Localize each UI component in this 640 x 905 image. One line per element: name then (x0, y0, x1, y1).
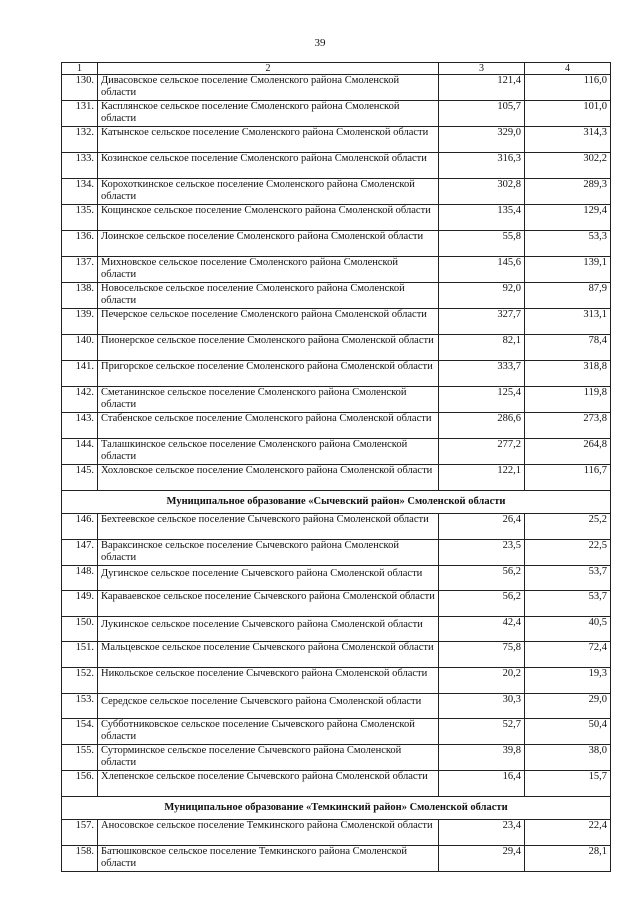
settlement-name: Никольское сельское поселение Сычевского района Смоленской области (98, 668, 439, 694)
value-col3: 30,3 (439, 694, 525, 719)
row-number: 154. (62, 719, 98, 745)
settlement-name: Бехтеевское сельское поселение Сычевского района Смоленской области (98, 514, 439, 540)
value-col4: 53,7 (525, 591, 611, 617)
settlement-name: Дугинское сельское поселение Сычевского района Смоленской области (98, 566, 439, 591)
table-row (62, 591, 611, 617)
settlement-name: Дивасовское сельское поселение Смоленского района Смоленской области (98, 75, 439, 101)
table-row (62, 642, 611, 668)
settlement-name: Караваевское сельское поселение Сычевского района Смоленской области (98, 591, 439, 617)
value-col3: 23,5 (439, 540, 525, 566)
settlement-name: Михновское сельское поселение Смоленского района Смоленской области (98, 257, 439, 283)
settlement-name: Хохловское сельское поселение Смоленского района Смоленской области (98, 465, 439, 491)
value-col3: 105,7 (439, 101, 525, 127)
settlement-name: Вараксинское сельское поселение Сычевского района Смоленской области (98, 540, 439, 566)
table-row (62, 361, 611, 387)
section-header-row (62, 491, 611, 514)
row-number: 141. (62, 361, 98, 387)
value-col3: 122,1 (439, 465, 525, 491)
settlement-name: Середское сельское поселение Сычевского района Смоленской области (98, 694, 439, 719)
section-header-row (62, 797, 611, 820)
table-row (62, 309, 611, 335)
value-col4: 25,2 (525, 514, 611, 540)
column-header-2: 2 (98, 63, 439, 75)
value-col3: 92,0 (439, 283, 525, 309)
value-col3: 75,8 (439, 642, 525, 668)
value-col4: 318,8 (525, 361, 611, 387)
table-row (62, 846, 611, 872)
value-col3: 39,8 (439, 745, 525, 771)
row-number: 152. (62, 668, 98, 694)
table-row (62, 617, 611, 642)
value-col3: 26,4 (439, 514, 525, 540)
value-col3: 333,7 (439, 361, 525, 387)
table-row (62, 719, 611, 745)
value-col4: 50,4 (525, 719, 611, 745)
row-number: 146. (62, 514, 98, 540)
table-row (62, 771, 611, 797)
table-row (62, 127, 611, 153)
settlement-name: Печерское сельское поселение Смоленского района Смоленской области (98, 309, 439, 335)
row-number: 139. (62, 309, 98, 335)
row-number: 149. (62, 591, 98, 617)
table-row (62, 668, 611, 694)
table-row (62, 335, 611, 361)
row-number: 131. (62, 101, 98, 127)
value-col4: 28,1 (525, 846, 611, 872)
value-col4: 72,4 (525, 642, 611, 668)
value-col3: 135,4 (439, 205, 525, 231)
value-col4: 264,8 (525, 439, 611, 465)
value-col3: 329,0 (439, 127, 525, 153)
settlement-name: Козинское сельское поселение Смоленского района Смоленской области (98, 153, 439, 179)
settlement-name: Касплянское сельское поселение Смоленского района Смоленской области (98, 101, 439, 127)
value-col3: 29,4 (439, 846, 525, 872)
value-col3: 23,4 (439, 820, 525, 846)
row-number: 144. (62, 439, 98, 465)
row-number: 151. (62, 642, 98, 668)
value-col4: 119,8 (525, 387, 611, 413)
allocation-table (61, 62, 611, 872)
row-number: 135. (62, 205, 98, 231)
row-number: 143. (62, 413, 98, 439)
value-col4: 53,3 (525, 231, 611, 257)
value-col4: 116,7 (525, 465, 611, 491)
table-row (62, 745, 611, 771)
value-col4: 129,4 (525, 205, 611, 231)
value-col3: 42,4 (439, 617, 525, 642)
row-number: 147. (62, 540, 98, 566)
table-row (62, 205, 611, 231)
table-row (62, 820, 611, 846)
value-col4: 38,0 (525, 745, 611, 771)
table-row (62, 439, 611, 465)
row-number: 130. (62, 75, 98, 101)
table-row (62, 413, 611, 439)
row-number: 148. (62, 566, 98, 591)
table-row (62, 694, 611, 719)
value-col3: 145,6 (439, 257, 525, 283)
value-col4: 116,0 (525, 75, 611, 101)
settlement-name: Мальцевское сельское поселение Сычевского района Смоленской области (98, 642, 439, 668)
value-col3: 125,4 (439, 387, 525, 413)
row-number: 138. (62, 283, 98, 309)
table-row (62, 387, 611, 413)
value-col3: 302,8 (439, 179, 525, 205)
settlement-name: Субботниковское сельское поселение Сычевского района Смоленской области (98, 719, 439, 745)
settlement-name: Аносовское сельское поселение Темкинского района Смоленской области (98, 820, 439, 846)
settlement-name: Пригорское сельское поселение Смоленского района Смоленской области (98, 361, 439, 387)
value-col4: 139,1 (525, 257, 611, 283)
settlement-name: Лоинское сельское поселение Смоленского района Смоленской области (98, 231, 439, 257)
settlement-name: Сметанинское сельское поселение Смоленского района Смоленской области (98, 387, 439, 413)
table-row (62, 179, 611, 205)
value-col3: 55,8 (439, 231, 525, 257)
row-number: 136. (62, 231, 98, 257)
value-col4: 22,4 (525, 820, 611, 846)
value-col4: 289,3 (525, 179, 611, 205)
table-row (62, 283, 611, 309)
row-number: 133. (62, 153, 98, 179)
settlement-name: Суторминское сельское поселение Сычевского района Смоленской области (98, 745, 439, 771)
value-col4: 19,3 (525, 668, 611, 694)
row-number: 153. (62, 694, 98, 719)
row-number: 156. (62, 771, 98, 797)
section-title: Муниципальное образование «Сычевский район» Смоленской области (62, 491, 611, 514)
column-header-1: 1 (62, 63, 98, 75)
value-col4: 78,4 (525, 335, 611, 361)
table-row (62, 540, 611, 566)
row-number: 145. (62, 465, 98, 491)
settlement-name: Кощинское сельское поселение Смоленского района Смоленской области (98, 205, 439, 231)
row-number: 158. (62, 846, 98, 872)
settlement-name: Пионерское сельское поселение Смоленского района Смоленской области (98, 335, 439, 361)
settlement-name: Катынское сельское поселение Смоленского района Смоленской области (98, 127, 439, 153)
table-row (62, 231, 611, 257)
row-number: 140. (62, 335, 98, 361)
row-number: 137. (62, 257, 98, 283)
value-col4: 40,5 (525, 617, 611, 642)
settlement-name: Стабенское сельское поселение Смоленского района Смоленской области (98, 413, 439, 439)
row-number: 157. (62, 820, 98, 846)
value-col4: 22,5 (525, 540, 611, 566)
value-col3: 121,4 (439, 75, 525, 101)
section-title: Муниципальное образование «Темкинский район» Смоленской области (62, 797, 611, 820)
value-col4: 313,1 (525, 309, 611, 335)
settlement-name: Талашкинское сельское поселение Смоленского района Смоленской области (98, 439, 439, 465)
settlement-name: Корохоткинское сельское поселение Смоленского района Смоленской области (98, 179, 439, 205)
value-col3: 56,2 (439, 591, 525, 617)
value-col3: 16,4 (439, 771, 525, 797)
value-col3: 56,2 (439, 566, 525, 591)
row-number: 132. (62, 127, 98, 153)
table-header-row (62, 63, 611, 75)
settlement-name: Новосельское сельское поселение Смоленского района Смоленской области (98, 283, 439, 309)
row-number: 134. (62, 179, 98, 205)
value-col3: 20,2 (439, 668, 525, 694)
table-row (62, 75, 611, 101)
settlement-name: Лукинское сельское поселение Сычевского района Смоленской области (98, 617, 439, 642)
row-number: 150. (62, 617, 98, 642)
value-col4: 29,0 (525, 694, 611, 719)
value-col4: 302,2 (525, 153, 611, 179)
page-number: 39 (314, 37, 326, 49)
table-row (62, 101, 611, 127)
value-col3: 286,6 (439, 413, 525, 439)
table-body (62, 63, 611, 872)
value-col3: 327,7 (439, 309, 525, 335)
row-number: 142. (62, 387, 98, 413)
column-header-3: 3 (439, 63, 525, 75)
value-col4: 15,7 (525, 771, 611, 797)
value-col4: 53,7 (525, 566, 611, 591)
value-col4: 101,0 (525, 101, 611, 127)
table-row (62, 153, 611, 179)
value-col4: 87,9 (525, 283, 611, 309)
settlement-name: Хлепенское сельское поселение Сычевского района Смоленской области (98, 771, 439, 797)
table-row (62, 514, 611, 540)
table-row (62, 566, 611, 591)
table-row (62, 465, 611, 491)
value-col3: 277,2 (439, 439, 525, 465)
value-col3: 316,3 (439, 153, 525, 179)
settlement-name: Батюшковское сельское поселение Темкинского района Смоленской области (98, 846, 439, 872)
value-col4: 314,3 (525, 127, 611, 153)
row-number: 155. (62, 745, 98, 771)
table-row (62, 257, 611, 283)
value-col4: 273,8 (525, 413, 611, 439)
value-col3: 52,7 (439, 719, 525, 745)
value-col3: 82,1 (439, 335, 525, 361)
column-header-4: 4 (525, 63, 611, 75)
